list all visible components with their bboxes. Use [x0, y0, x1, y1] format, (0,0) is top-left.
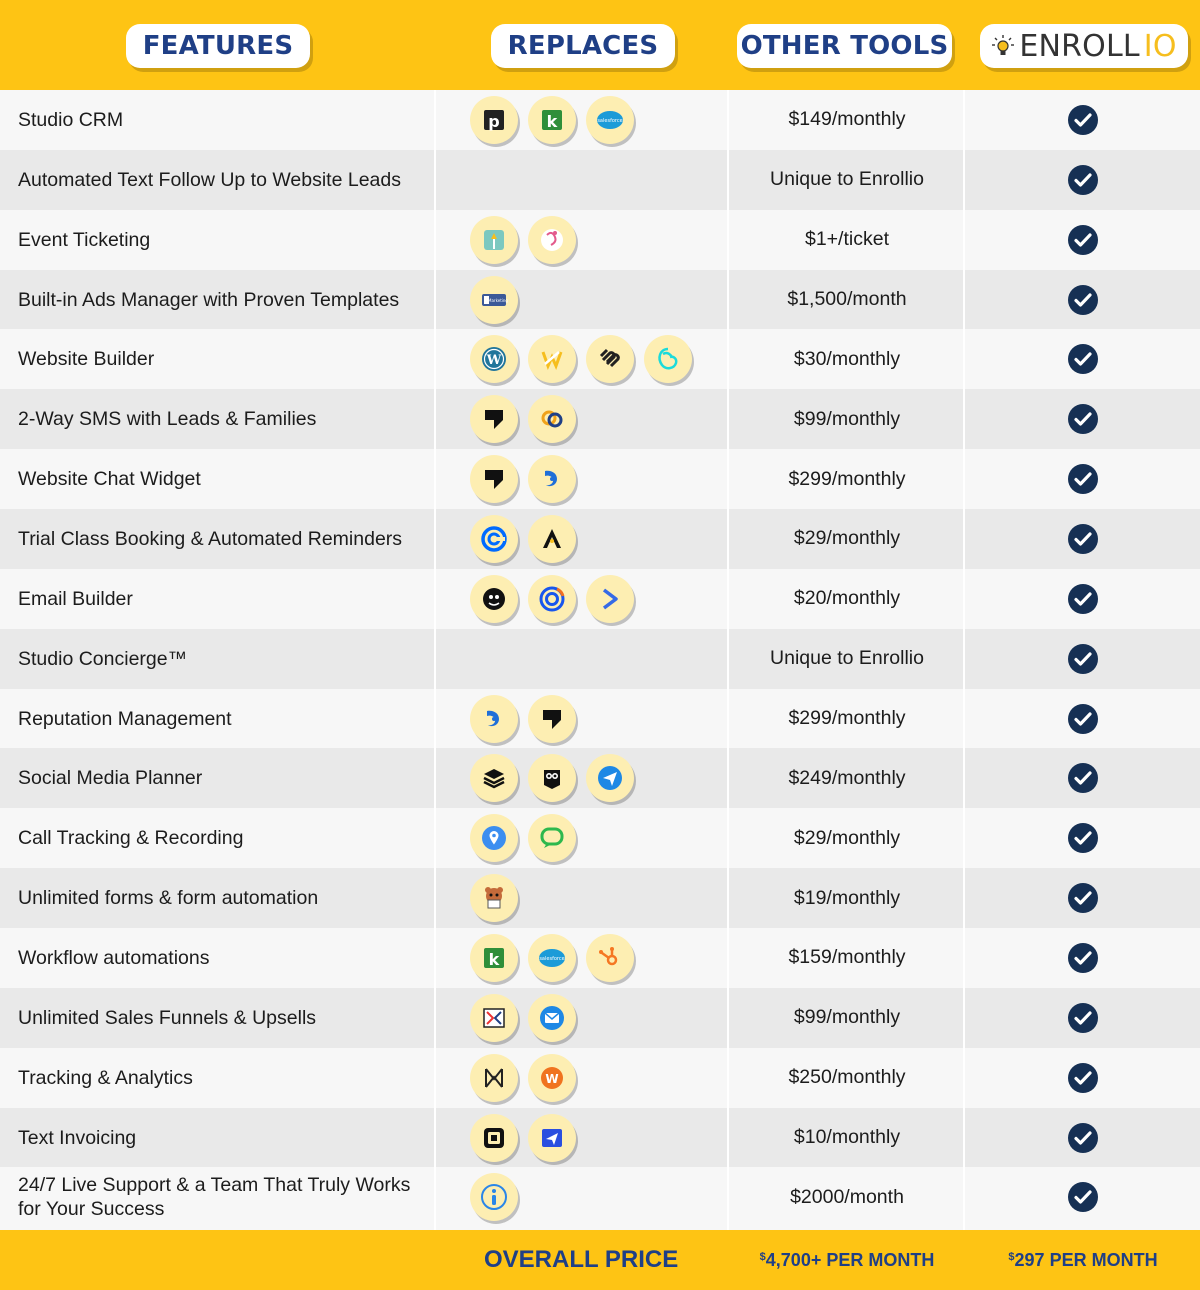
replaced-tools: [470, 748, 634, 808]
mailchimp-icon: [470, 575, 518, 623]
constant-contact-icon: [528, 575, 576, 623]
feature-name: Workflow automations: [18, 946, 210, 969]
info-icon: [470, 1173, 518, 1221]
svg-text:Marketing: Marketing: [488, 297, 508, 303]
other-tools-price: $299/monthly: [788, 707, 906, 730]
other-tools-price: $2000/month: [790, 1185, 904, 1208]
checkmark-icon: [1068, 943, 1098, 973]
birdeye-icon: [528, 455, 576, 503]
acuity-icon: [528, 515, 576, 563]
hootsuite-icon: [528, 754, 576, 802]
svg-text:k: k: [488, 949, 500, 969]
feature-name: Call Tracking & Recording: [18, 827, 244, 850]
table-row: [0, 1108, 1200, 1168]
table-row: [0, 868, 1200, 928]
feature-name: Website Builder: [18, 348, 155, 371]
invoice-send-icon: [528, 1114, 576, 1162]
feature-name: Unlimited forms & form automation: [18, 887, 319, 910]
replaced-tools: [470, 270, 518, 330]
other-tools-price: $1,500/month: [787, 288, 907, 310]
feature-name: Reputation Management: [18, 707, 232, 730]
other-tools-price: $299/monthly: [788, 467, 906, 490]
replaced-tools: [470, 928, 634, 988]
table-row: [0, 210, 1200, 270]
square-icon: [470, 1114, 518, 1162]
salesforce-icon: [586, 96, 634, 144]
svg-text:W: W: [486, 353, 502, 369]
ticketing-app-icon: [470, 216, 518, 264]
facebook-marketing-partner-icon: [470, 276, 518, 324]
overall-price-label: OVERALL PRICE: [484, 1246, 679, 1273]
table-row: [0, 329, 1200, 389]
other-tools-column-header: OTHER TOOLS: [737, 24, 952, 68]
table-row: [0, 988, 1200, 1048]
table-row: [0, 748, 1200, 808]
table-row: [0, 808, 1200, 868]
table-row: [0, 389, 1200, 449]
replaced-tools: [470, 509, 576, 569]
checkmark-icon: [1068, 1003, 1098, 1033]
godaddy-icon: [644, 335, 692, 383]
feature-name: Event Ticketing: [18, 228, 151, 251]
other-tools-price: $250/monthly: [788, 1066, 906, 1089]
feature-name: Automated Text Follow Up to Website Leads: [18, 168, 401, 191]
checkmark-icon: [1068, 1063, 1098, 1093]
other-tools-price: $99/monthly: [793, 407, 901, 430]
column-divider: [963, 90, 965, 1230]
table-row: [0, 90, 1200, 150]
keap-icon: [528, 96, 576, 144]
checkmark-icon: [1068, 225, 1098, 255]
replaced-tools: [470, 808, 576, 868]
feature-name: Text Invoicing: [18, 1126, 137, 1149]
checkmark-icon: [1068, 823, 1098, 853]
other-tools-price: Unique to Enrollio: [770, 647, 924, 670]
other-tools-price: $29/monthly: [793, 527, 901, 550]
replaces-column-header: REPLACES: [491, 24, 675, 68]
checkmark-icon: [1068, 404, 1098, 434]
svg-text:salesforce: salesforce: [539, 955, 565, 962]
keap-icon: [470, 934, 518, 982]
svg-text:p: p: [488, 111, 500, 131]
checkmark-icon: [1068, 644, 1098, 674]
checkmark-icon: [1068, 524, 1098, 554]
podium-icon: [470, 455, 518, 503]
replaced-tools: [470, 210, 576, 270]
feature-name: Website Chat Widget: [18, 468, 201, 491]
clickfunnels-icon: [470, 994, 518, 1042]
checkmark-icon: [1068, 105, 1098, 135]
other-tools-price: $30/monthly: [793, 347, 901, 370]
feature-name: 24/7 Live Support & a Team That Truly Works for Your Success: [18, 1174, 411, 1221]
enrollio-total: [966, 1230, 1200, 1290]
checkmark-icon: [1068, 464, 1098, 494]
replaced-tools: [470, 868, 518, 928]
table-row: [0, 689, 1200, 749]
checkmark-icon: [1068, 763, 1098, 793]
other-tools-total: [730, 1230, 964, 1290]
replaced-tools: [470, 1048, 576, 1108]
replaced-tools: [470, 1108, 576, 1168]
other-tools-price: $1+/ticket: [804, 228, 889, 251]
feature-name: Built-in Ads Manager with Proven Templates: [18, 288, 400, 311]
other-tools-price: $149/monthly: [788, 108, 906, 131]
other-tools-price: $29/monthly: [793, 826, 901, 849]
table-row: [0, 569, 1200, 629]
activecampaign-icon: [586, 575, 634, 623]
wpforms-icon: [470, 874, 518, 922]
svg-text:salesforce: salesforce: [597, 117, 623, 124]
table-row: [0, 1048, 1200, 1108]
table-row: [0, 270, 1200, 330]
replaced-tools: [470, 1167, 518, 1227]
replaced-tools: [470, 689, 576, 749]
currency-symbol: $: [1008, 1251, 1015, 1263]
replaced-tools: [470, 988, 576, 1048]
table-row: [0, 449, 1200, 509]
squarespace-icon: [586, 335, 634, 383]
replaced-tools: [470, 90, 634, 150]
table-row: [0, 1167, 1200, 1227]
other-tools-price: $249/monthly: [788, 766, 906, 789]
checkmark-icon: [1068, 883, 1098, 913]
currency-symbol: $: [759, 1251, 766, 1263]
feature-name: Unlimited Sales Funnels & Upsells: [18, 1006, 317, 1029]
svg-text:k: k: [546, 111, 558, 131]
chat-bubble-icon: [528, 814, 576, 862]
replaced-tools: [470, 389, 576, 449]
feature-name: Tracking & Analytics: [18, 1066, 193, 1089]
logo-text-main: ENROLL: [1019, 28, 1140, 64]
table-row: [0, 928, 1200, 988]
feature-name: Studio Concierge™: [18, 647, 188, 670]
checkmark-icon: [1068, 704, 1098, 734]
other-tools-price: Unique to Enrollio: [770, 168, 924, 191]
other-tools-price: $159/monthly: [788, 946, 906, 969]
header-bar: [0, 0, 1200, 90]
other-tools-total-value: 4,700+ PER MONTH: [765, 1249, 935, 1270]
svg-text:W: W: [545, 1071, 559, 1086]
replaced-tools: [470, 329, 692, 389]
calendly-icon: [470, 515, 518, 563]
checkmark-icon: [1068, 344, 1098, 374]
table-row: [0, 629, 1200, 689]
email-envelope-icon: [528, 994, 576, 1042]
buffer-icon: [470, 754, 518, 802]
other-tools-price: $10/monthly: [793, 1126, 901, 1149]
feature-name: Email Builder: [18, 587, 133, 610]
enrollio-total-value: 297 PER MONTH: [1014, 1249, 1158, 1270]
dance-app-icon: [528, 216, 576, 264]
enrollio-logo: [980, 24, 1188, 68]
feature-name: 2-Way SMS with Leads & Families: [18, 408, 317, 431]
feature-name: Studio CRM: [18, 108, 124, 131]
table-row: [0, 150, 1200, 210]
other-tools-price: $19/monthly: [793, 886, 901, 909]
hubspot-icon: [586, 934, 634, 982]
feature-name: Trial Class Booking & Automated Reminders: [18, 527, 403, 550]
wix-icon: [528, 335, 576, 383]
column-divider: [434, 90, 436, 1230]
feature-name: Social Media Planner: [18, 767, 203, 790]
send-icon: [586, 754, 634, 802]
footer-bar: [0, 1230, 1200, 1290]
features-column-header: FEATURES: [126, 24, 310, 68]
salesforce-icon: [528, 934, 576, 982]
podium-icon: [470, 395, 518, 443]
table-row: [0, 509, 1200, 569]
woopra-icon: [528, 1054, 576, 1102]
checkmark-icon: [1068, 1182, 1098, 1212]
lightbulb-icon: [991, 34, 1015, 58]
comparison-table: [0, 90, 1200, 1227]
pipedrive-icon: [470, 96, 518, 144]
other-tools-price: $99/monthly: [793, 1006, 901, 1029]
checkmark-icon: [1068, 1123, 1098, 1153]
hotjar-icon: [470, 1054, 518, 1102]
textline-icon: [528, 395, 576, 443]
checkmark-icon: [1068, 584, 1098, 614]
wordpress-icon: [470, 335, 518, 383]
location-pin-icon: [470, 814, 518, 862]
birdeye-icon: [470, 695, 518, 743]
replaced-tools: [470, 569, 634, 629]
checkmark-icon: [1068, 165, 1098, 195]
replaced-tools: [470, 449, 576, 509]
other-tools-price: $20/monthly: [793, 587, 901, 610]
column-divider: [727, 90, 729, 1230]
podium-icon: [528, 695, 576, 743]
logo-text-accent: IO: [1143, 28, 1177, 64]
checkmark-icon: [1068, 285, 1098, 315]
